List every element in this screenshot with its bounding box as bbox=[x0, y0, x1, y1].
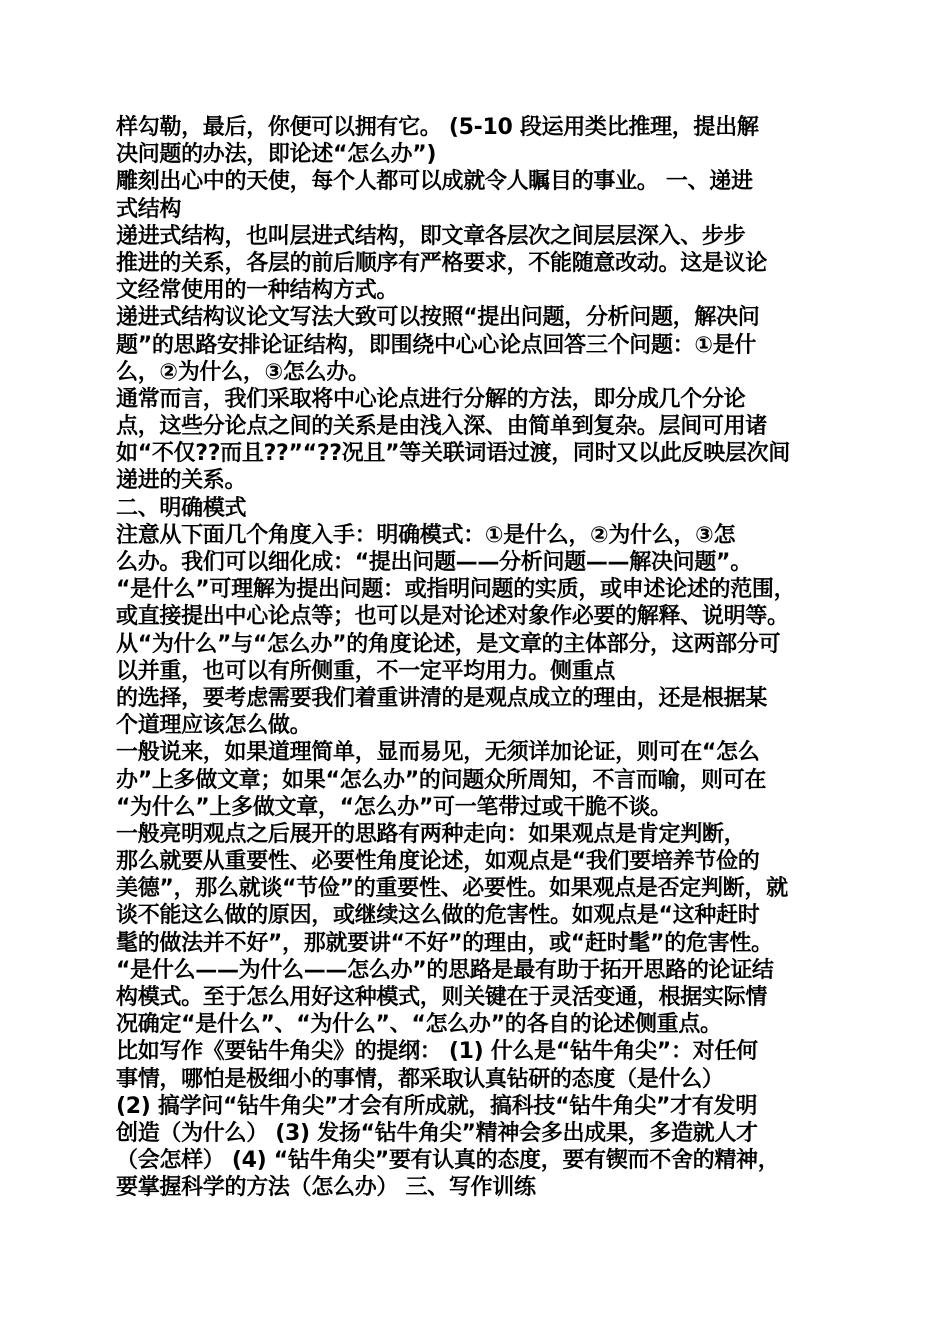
text-line: 一般亮明观点之后展开的思路有两种走向：如果观点是肯定判断， bbox=[116, 821, 746, 847]
text-line: 从“为什么”与“怎么办”的角度论述，是文章的主体部分，这两部分可 bbox=[116, 631, 781, 657]
text-line: 髦的做法并不好”，那就要讲“不好”的理由，或“赶时髦”的危害性。 bbox=[116, 930, 773, 956]
text-line: 况确定“是什么”、“为什么”、“怎么办”的各自的论述侧重点。 bbox=[116, 1012, 722, 1038]
text-line: “是什么——为什么——怎么办”的思路是最有助于拓开思路的论证结 bbox=[116, 957, 774, 983]
text-line: 比如写作《要钻牛角尖》的提纲： (1) 什么是“钻牛角尖”：对任何 bbox=[116, 1039, 758, 1065]
text-line: 以并重，也可以有所侧重，不一定平均用力。侧重点 bbox=[116, 658, 616, 684]
text-line: 个道理应该怎么做。 bbox=[116, 713, 312, 739]
text-line: 如“不仅??而且??”“??况且”等关联词语过渡，同时又以此反映层次间 bbox=[116, 441, 790, 467]
section-heading: 二、明确模式 bbox=[116, 495, 247, 521]
text-line: 题”的思路安排论证结构，即围绕中心心论点回答三个问题：①是什 bbox=[116, 332, 757, 358]
text-line: 一般说来，如果道理简单，显而易见，无须详加论证，则可在“怎么 bbox=[116, 740, 760, 766]
text-line: 递进式结构，也叫层进式结构，即文章各层次之间层层深入、步步 bbox=[116, 223, 746, 249]
text-line: 注意从下面几个角度入手：明确模式：①是什么，②为什么，③怎 bbox=[116, 522, 736, 548]
text-line: 文经常使用的一种结构方式。 bbox=[116, 278, 399, 304]
text-line: 谈不能这么做的原因，或继续这么做的危害性。如观点是“这种赶时 bbox=[116, 903, 760, 929]
text-line: 或直接提出中心论点等；也可以是对论述对象作必要的解释、说明等。 bbox=[116, 604, 789, 630]
text-line: “是什么”可理解为提出问题：或指明问题的实质，或申述论述的范围， bbox=[116, 577, 796, 603]
text-line: 那么就要从重要性、必要性角度论述，如观点是“我们要培养节俭的 bbox=[116, 849, 760, 875]
text-line: 推进的关系，各层的前后顺序有严格要求，不能随意改动。这是议论 bbox=[116, 250, 768, 276]
text-line: 办”上多做文章；如果“怎么办”的问题众所周知，不言而喻，则可在 bbox=[116, 767, 767, 793]
text-line: 递进的关系。 bbox=[116, 468, 247, 494]
document-body bbox=[116, 114, 846, 1202]
text-line: （会怎样） (4) “钻牛角尖”要有认真的态度，要有锲而不舍的精神， bbox=[116, 1148, 780, 1174]
text-line: 要掌握科学的方法（怎么办） 三、写作训练 bbox=[116, 1175, 536, 1201]
text-line: 递进式结构议论文写法大致可以按照“提出问题，分析问题，解决问 bbox=[116, 305, 760, 331]
text-line: 美德”，那么就谈“节俭”的重要性、必要性。如果观点是否定判断，就 bbox=[116, 876, 788, 902]
text-line: 通常而言，我们采取将中心论点进行分解的方法，即分成几个分论 bbox=[116, 386, 746, 412]
text-line: 么，②为什么，③怎么办。 bbox=[116, 359, 370, 385]
text-line: 事情，哪怕是极细小的事情，都采取认真钻研的态度（是什么） bbox=[116, 1066, 724, 1092]
text-line: 么办。我们可以细化成：“提出问题——分析问题——解决问题”。 bbox=[116, 550, 752, 575]
text-line: 决问题的办法，即论述“怎么办”) bbox=[116, 142, 437, 168]
text-line: 的选择，要考虑需要我们着重讲清的是观点成立的理由，还是根据某 bbox=[116, 685, 768, 711]
text-line: 雕刻出心中的天使，每个人都可以成就令人瞩目的事业。 一、递进 bbox=[116, 169, 753, 195]
text-line: “为什么”上多做文章，“怎么办”可一笔带过或干脆不谈。 bbox=[116, 794, 672, 820]
text-line: 样勾勒，最后，你便可以拥有它。 (5-10 段运用类比推理，提出解 bbox=[116, 115, 759, 140]
text-line: 点，这些分论点之间的关系是由浅入深、由简单到复杂。层间可用诸 bbox=[116, 414, 768, 440]
text-line: 创造（为什么） (3) 发扬“钻牛角尖”精神会多出成果，多造就人才 bbox=[116, 1120, 758, 1146]
text-line: (2) 搞学问“钻牛角尖”才会有所成就，搞科技“钻牛角尖”才有发明 bbox=[116, 1093, 758, 1119]
text-line: 式结构 bbox=[116, 196, 182, 222]
text-line: 构模式。至于怎么用好这种模式，则关键在于灵活变通，根据实际情 bbox=[116, 985, 768, 1010]
